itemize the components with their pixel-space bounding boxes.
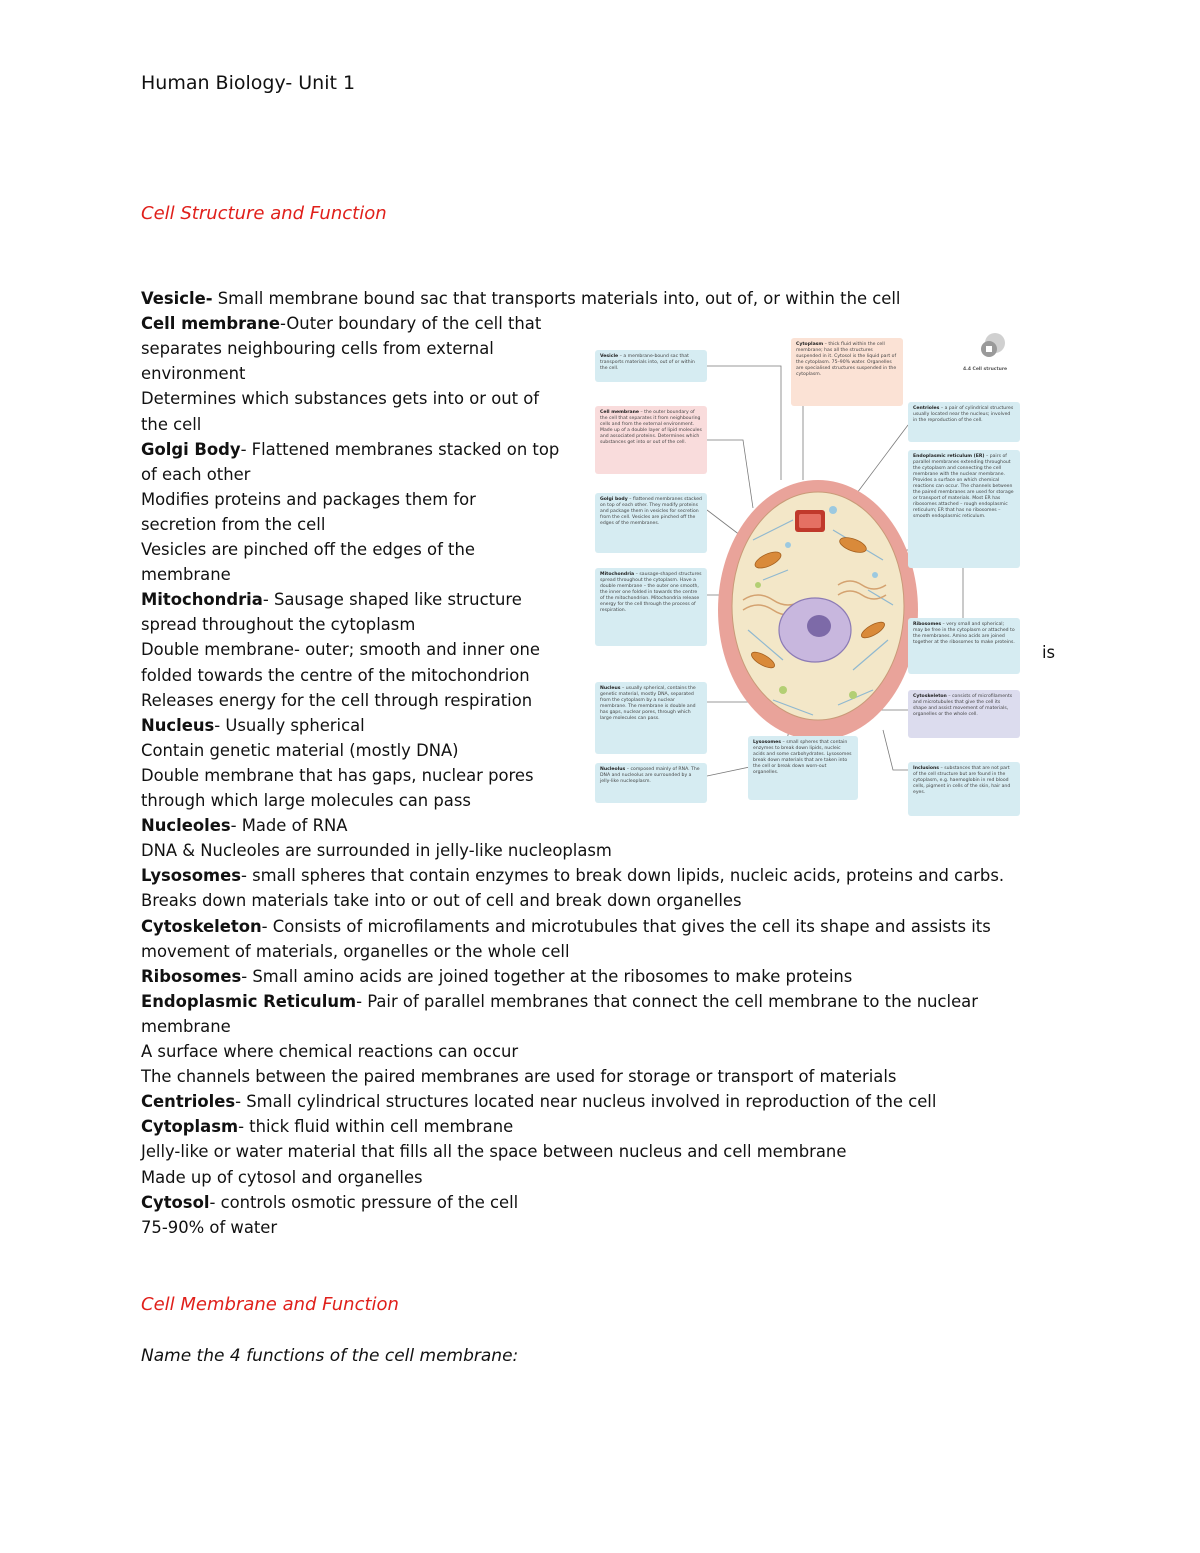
term-description: Double membrane that has gaps, nuclear pores (141, 765, 534, 785)
term-description: membrane (141, 1016, 231, 1036)
term-name: Mitochondria (141, 590, 263, 610)
term-description: membrane (141, 565, 231, 585)
term-description: - thick fluid within cell membrane (238, 1117, 514, 1137)
note-line (141, 512, 325, 537)
term-description: - Pair of parallel membranes that connect the cell membrane to the nuclear (356, 991, 978, 1011)
term-name: Lysosomes (141, 866, 241, 886)
label-cytoskeleton: Cytoskeleton – consists of microfilaments and microtubules that give the cell its shape and assist movement of materials, organelles or the whole cell. (908, 690, 1020, 738)
note-line (141, 637, 540, 662)
section-heading-cell-structure: Cell Structure and Function (141, 203, 387, 224)
note-line (141, 838, 612, 863)
term-description: - Small amino acids are joined together at the ribosomes to make proteins (241, 966, 853, 986)
note-line (141, 361, 245, 386)
term-description: the cell (141, 414, 202, 434)
note-line (141, 1190, 518, 1215)
term-description: 75-90% of water (141, 1217, 278, 1237)
label-cell-membrane: Cell membrane – the outer boundary of the cell that separates it from neighbouring cells and from the external environment. Made up of a double layer of lipid molecules and associated proteins. Determines which substances get into or out of the cell. (595, 406, 707, 474)
note-line (141, 989, 978, 1014)
term-name: Nucleus (141, 715, 215, 735)
logo-caption: 4.4 Cell structure (963, 367, 1008, 372)
term-description: - small spheres that contain enzymes to break down lipids, nucleic acids, proteins and carbs. (241, 866, 1005, 886)
term-name: Cytoskeleton (141, 916, 262, 936)
label-centrioles: Centrioles – a pair of cylindrical structures usually located near the nucleus; involved in the reproduction of the cell. (908, 402, 1020, 442)
term-description: Double membrane- outer; smooth and inner one (141, 640, 540, 660)
term-description: - controls osmotic pressure of the cell (209, 1192, 519, 1212)
document-title: Human Biology- Unit 1 (141, 72, 356, 94)
label-inclusions: Inclusions – substances that are not part of the cell structure but are found in the cytoplasm, e.g. haemoglobin in red blood cells, pigment in cells of the skin, hair and eyes. (908, 762, 1020, 816)
note-line (141, 286, 900, 311)
term-name: Vesicle- (141, 289, 213, 308)
cell-diagram (583, 330, 1031, 818)
term-name: Nucleoles (141, 816, 231, 836)
note-line (141, 914, 991, 939)
note-line (141, 763, 534, 788)
term-description: separates neighbouring cells from external (141, 339, 494, 359)
term-name: Endoplasmic Reticulum (141, 991, 357, 1011)
note-line (141, 1014, 231, 1039)
term-description: - Flattened membranes stacked on top (240, 439, 560, 459)
term-description: - Made of RNA (230, 816, 348, 836)
term-description: - Consists of microfilaments and microtubules that gives the cell its shape and assists its (261, 916, 991, 936)
label-vesicle: Vesicle – a membrane-bound sac that transports materials into, out of or within the cell. (595, 350, 707, 382)
note-line (141, 1139, 846, 1164)
label-lysosomes: Lysosomes – small spheres that contain enzymes to break down lipids, nucleic acids and some carbohydrates. Lysosomes break down materials that are taken into the cell or break down worn-out organelles. (748, 736, 858, 800)
note-line (141, 1215, 277, 1240)
term-name: Ribosomes (141, 966, 242, 986)
label-endoplasmic-reticulum: Endoplasmic reticulum (ER) – pairs of parallel membranes extending throughout the cytoplasm and connecting the cell membrane with the nuclear membrane. Provides a surface on which chemical reactions can occur. The channels between the paired membranes are used for storage or transport of materials. Most ER has ribosomes attached – rough endoplasmic reticulum; ER that has no ribosomes – smooth endoplasmic reticulum. (908, 450, 1020, 568)
term-description: - Sausage shaped like structure (262, 590, 522, 610)
note-line (141, 612, 415, 637)
note-line (141, 336, 494, 361)
section-heading-cell-membrane: Cell Membrane and Function (141, 1294, 399, 1315)
term-description: Determines which substances gets into or out of (141, 389, 540, 409)
term-name: Golgi Body (141, 439, 241, 459)
note-line (141, 888, 742, 913)
term-description: through which large molecules can pass (141, 791, 471, 810)
note-line (141, 1039, 518, 1064)
note-line (141, 587, 522, 612)
note-line (141, 713, 365, 738)
term-description: -Outer boundary of the cell that (280, 314, 542, 334)
label-mitochondria: Mitochondria – sausage-shaped structures spread throughout the cytoplasm. Have a double membrane – the outer one smooth, the inner one folded in towards the centre of the mitochondrion. Mitochondria release energy for the cell through the process of respiration. (595, 568, 707, 646)
term-description: Releases energy for the cell through respiration (141, 690, 533, 710)
question-prompt: Name the 4 functions of the cell membrane: (141, 1346, 519, 1366)
note-line (141, 437, 559, 462)
label-cytoplasm: Cytoplasm – thick fluid within the cell membrane; has all the structures suspended in it. Cytosol is the liquid part of the cytoplasm. 75–90% water. Organelles are specialised structures suspended in the cytoplasm. (791, 338, 903, 406)
term-name: Cytosol (141, 1192, 210, 1212)
note-line (141, 788, 471, 813)
note-line (141, 537, 475, 562)
note-line (141, 1165, 423, 1190)
note-line (141, 462, 250, 487)
term-description: spread throughout the cytoplasm (141, 615, 416, 635)
term-description: of each other (141, 464, 251, 484)
term-description: - Small cylindrical structures located near nucleus involved in reproduction of the cell (235, 1092, 937, 1112)
note-line (141, 1114, 513, 1139)
note-line (141, 964, 852, 989)
label-nucleolus: Nucleolus – composed mainly of RNA. The DNA and nucleolus are surrounded by a jelly-like nucleoplasm. (595, 763, 707, 803)
term-description: Jelly-like or water material that fills all the space between nucleus and cell membrane (141, 1142, 847, 1162)
term-description: The channels between the paired membranes are used for storage or transport of materials (141, 1067, 897, 1087)
term-description: A surface where chemical reactions can occur (141, 1042, 519, 1061)
note-line (141, 863, 1004, 888)
term-description: environment (141, 364, 246, 384)
label-ribosomes: Ribosomes – very small and spherical; may be free in the cytoplasm or attached to the membranes. Amino acids are joined together at the ribosomes to make proteins. (908, 618, 1020, 674)
note-line (141, 813, 347, 838)
label-nucleus: Nucleus – usually spherical, contains the genetic material, mostly DNA, separated from the cytoplasm by a nuclear membrane. The membrane is double and has gaps, nuclear pores, through which large molecules can pass. (595, 682, 707, 754)
term-description: Contain genetic material (mostly DNA) (141, 740, 459, 760)
publisher-logo-icon (978, 330, 1008, 360)
note-line (141, 688, 532, 713)
note-line (141, 738, 459, 763)
term-description: Vesicles are pinched off the edges of the (141, 540, 475, 559)
term-description: - Usually spherical (214, 715, 365, 735)
note-line (141, 939, 570, 964)
note-line (141, 562, 231, 587)
term-description: Modifies proteins and packages them for (141, 489, 476, 509)
term-description: Made up of cytosol and organelles (141, 1167, 423, 1187)
note-line (141, 1064, 896, 1089)
term-description: folded towards the centre of the mitochondrion (141, 665, 530, 685)
note-line (141, 386, 539, 411)
term-description: secretion from the cell (141, 514, 326, 534)
term-description: Breaks down materials take into or out of cell and break down organelles (141, 891, 742, 911)
term-name: Cell membrane (141, 314, 281, 334)
term-description: movement of materials, organelles or the whole cell (141, 941, 570, 961)
term-description: Small membrane bound sac that transports materials into, out of, or within the cell (212, 289, 901, 308)
stray-text: is (1042, 643, 1056, 662)
term-name: Centrioles (141, 1092, 236, 1112)
note-line (141, 663, 530, 688)
term-description: DNA & Nucleoles are surrounded in jelly-like nucleoplasm (141, 841, 612, 861)
note-line (141, 412, 201, 437)
note-line (141, 487, 476, 512)
note-line (141, 1089, 936, 1114)
label-golgi-body: Golgi body – flattened membranes stacked on top of each other. They modify proteins and package them in vesicles for secretion from the cell. Vesicles are pinched off the edges of the membranes. (595, 493, 707, 553)
term-name: Cytoplasm (141, 1117, 239, 1137)
note-line (141, 311, 541, 336)
